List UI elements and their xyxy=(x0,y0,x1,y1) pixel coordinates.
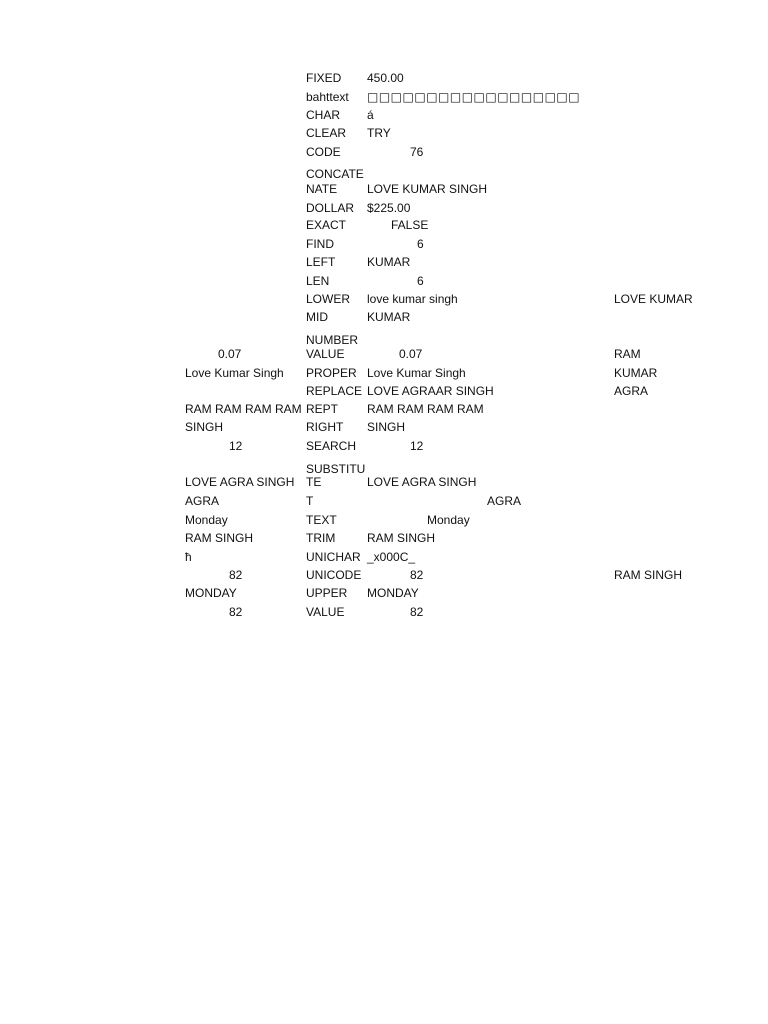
cell-a-text[interactable]: Monday xyxy=(185,513,228,527)
cell-b-unicode[interactable]: UNICODE xyxy=(306,568,362,582)
cell-c-char[interactable]: á xyxy=(367,108,374,122)
cell-b-rept[interactable]: REPT xyxy=(306,402,339,416)
cell-a-proper[interactable]: Love Kumar Singh xyxy=(185,366,284,380)
cell-c-len[interactable]: 6 xyxy=(417,274,424,288)
cell-b-lower[interactable]: LOWER xyxy=(306,292,351,306)
cell-c-concatenate[interactable]: LOVE KUMAR SINGH xyxy=(367,182,488,196)
cell-b-char[interactable]: CHAR xyxy=(306,108,341,122)
cell-c-unicode[interactable]: 82 xyxy=(410,568,424,582)
cell-b-numbervalue-line1[interactable]: NUMBER xyxy=(306,333,359,347)
cell-a-t[interactable]: AGRA xyxy=(185,494,220,508)
cell-b-substitute-line2[interactable]: TE xyxy=(306,475,322,489)
cell-b-proper[interactable]: PROPER xyxy=(306,366,357,380)
cell-b-find[interactable]: FIND xyxy=(306,237,334,251)
cell-c-unichar[interactable]: _x000C_ xyxy=(367,550,416,564)
cell-b-concatenate-line1[interactable]: CONCATE xyxy=(306,167,364,181)
cell-c-proper[interactable]: Love Kumar Singh xyxy=(367,366,466,380)
cell-b-numbervalue-line2[interactable]: VALUE xyxy=(306,347,345,361)
cell-a-value[interactable]: 82 xyxy=(229,605,243,619)
cell-c-bahttext[interactable]: □□□□□□□□□□□□□□□□□□ xyxy=(367,90,581,104)
cell-b-text[interactable]: TEXT xyxy=(306,513,337,527)
cell-a-number-value[interactable]: 0.07 xyxy=(218,347,242,361)
cell-c-dollar[interactable]: $225.00 xyxy=(367,201,411,215)
cell-b-clear[interactable]: CLEAR xyxy=(306,126,347,140)
cell-c-rept[interactable]: RAM RAM RAM RAM xyxy=(367,402,484,416)
cell-c-find[interactable]: 6 xyxy=(417,237,424,251)
cell-a-rept[interactable]: RAM RAM RAM RAM xyxy=(185,402,302,416)
cell-c-left[interactable]: KUMAR xyxy=(367,255,411,269)
cell-c-lower[interactable]: love kumar singh xyxy=(367,292,458,306)
cell-c-text[interactable]: Monday xyxy=(427,513,470,527)
cell-a-search[interactable]: 12 xyxy=(229,439,243,453)
cell-b-fixed[interactable]: FIXED xyxy=(306,71,342,85)
cell-c-exact[interactable]: FALSE xyxy=(391,218,429,232)
cell-b-unichar[interactable]: UNICHAR xyxy=(306,550,361,564)
cell-b-upper[interactable]: UPPER xyxy=(306,586,348,600)
cell-b-right[interactable]: RIGHT xyxy=(306,420,344,434)
cell-a-upper[interactable]: MONDAY xyxy=(185,586,237,600)
cell-c-substitute[interactable]: LOVE AGRA SINGH xyxy=(367,475,477,489)
cell-b-code[interactable]: CODE xyxy=(306,145,341,159)
cell-c-right[interactable]: SINGH xyxy=(367,420,406,434)
cell-c-value[interactable]: 82 xyxy=(410,605,424,619)
cell-b-mid[interactable]: MID xyxy=(306,310,328,324)
cell-b-bahttext[interactable]: bahttext xyxy=(306,90,349,104)
cell-c-mid[interactable]: KUMAR xyxy=(367,310,411,324)
cell-c-trim[interactable]: RAM SINGH xyxy=(367,531,436,545)
cell-c-code[interactable]: 76 xyxy=(410,145,424,159)
cell-b-left[interactable]: LEFT xyxy=(306,255,336,269)
cell-b-t[interactable]: T xyxy=(306,494,314,508)
cell-d-replace[interactable]: AGRA xyxy=(614,384,649,398)
cell-c-search[interactable]: 12 xyxy=(410,439,424,453)
cell-c-replace[interactable]: LOVE AGRAAR SINGH xyxy=(367,384,494,398)
cell-a-unichar[interactable]: ħ xyxy=(185,550,192,564)
cell-b-substitute-line1[interactable]: SUBSTITU xyxy=(306,462,366,476)
cell-a-unicode[interactable]: 82 xyxy=(229,568,243,582)
cell-c-numbervalue[interactable]: 0.07 xyxy=(399,347,423,361)
cell-c-fixed[interactable]: 450.00 xyxy=(367,71,404,85)
cell-d-lower[interactable]: LOVE KUMAR xyxy=(614,292,693,306)
cell-c-t[interactable]: AGRA xyxy=(487,494,522,508)
cell-a-substitute[interactable]: LOVE AGRA SINGH xyxy=(185,475,295,489)
cell-b-replace[interactable]: REPLACE xyxy=(306,384,363,398)
cell-b-len[interactable]: LEN xyxy=(306,274,330,288)
cell-d-numbervalue[interactable]: RAM xyxy=(614,347,641,361)
cell-c-upper[interactable]: MONDAY xyxy=(367,586,419,600)
cell-a-right[interactable]: SINGH xyxy=(185,420,224,434)
cell-b-trim[interactable]: TRIM xyxy=(306,531,336,545)
cell-c-clear[interactable]: TRY xyxy=(367,126,391,140)
cell-d-proper[interactable]: KUMAR xyxy=(614,366,658,380)
cell-b-search[interactable]: SEARCH xyxy=(306,439,357,453)
cell-b-value[interactable]: VALUE xyxy=(306,605,345,619)
cell-b-concatenate-line2[interactable]: NATE xyxy=(306,182,338,196)
cell-a-trim[interactable]: RAM SINGH xyxy=(185,531,254,545)
cell-d-unicode[interactable]: RAM SINGH xyxy=(614,568,683,582)
cell-b-dollar[interactable]: DOLLAR xyxy=(306,201,355,215)
cell-b-exact[interactable]: EXACT xyxy=(306,218,347,232)
